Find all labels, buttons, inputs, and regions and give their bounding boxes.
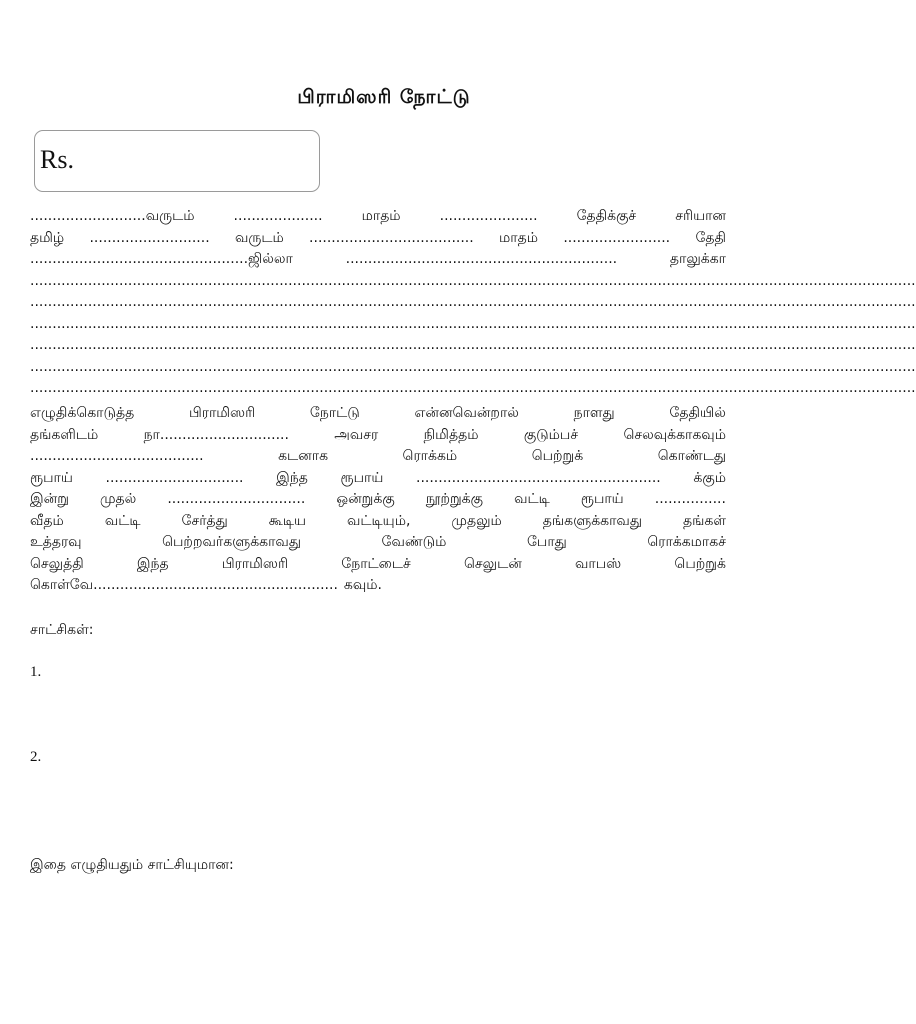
body-word: ரூபாய்: [30, 469, 73, 486]
form-line: [30, 380, 916, 402]
form-line: [30, 294, 916, 316]
form-word: ..........................வருடம்: [30, 208, 195, 224]
witnesses-label: சாட்சிகள்:: [30, 622, 94, 638]
body-word: ................: [654, 491, 726, 507]
body-word: பிராமிஸரி: [188, 405, 256, 421]
form-word: .......................................................................................................................................................................................................: [30, 358, 916, 375]
body-word: நா.............................: [143, 426, 289, 443]
writer-witness-label: இதை எழுதியதும் சாட்சியுமான:: [30, 857, 234, 873]
form-word: .....................................: [309, 229, 474, 246]
body-word: ரொக்கம்: [402, 448, 458, 464]
body-word: இந்த: [136, 555, 169, 572]
body-word: வாபஸ்: [575, 555, 622, 572]
body-last-line-end: கவும்.: [343, 577, 382, 593]
body-word: செலுத்தி: [30, 555, 84, 572]
form-word: .......................................................................................................................................................................................................: [30, 380, 916, 396]
body-word: நாளது: [573, 405, 615, 421]
body-word: செலவுக்காகவும்: [623, 426, 726, 443]
form-line: [30, 337, 916, 359]
body-word: வேண்டும்: [381, 534, 447, 550]
form-word: .......................................................................................................................................................................................................: [30, 315, 916, 332]
body-word: தங்களுக்காவது: [542, 512, 642, 529]
body-word: தங்கள்: [682, 512, 726, 529]
body-word: பெற்றுக்: [674, 555, 726, 572]
form-word: மாதம்: [361, 208, 401, 224]
body-line: [30, 556, 726, 578]
body-word: இன்று: [30, 491, 69, 507]
body-word: என்னவென்றால்: [414, 405, 519, 421]
body-word: முதல்: [99, 491, 137, 507]
body-word: வட்டியும்,: [347, 512, 411, 529]
body-word: பிராமிஸரி: [221, 555, 289, 572]
body-line: [30, 405, 726, 427]
form-word: .................................................ஜில்லா: [30, 251, 293, 267]
body-word: எழுதிக்கொடுத்த: [30, 405, 135, 421]
body-word: தங்களிடம்: [30, 426, 99, 443]
body-word: ரொக்கமாகச்: [647, 534, 726, 550]
form-word: .......................................................................................................................................................................................................: [30, 294, 916, 310]
body-word: ஒன்றுக்கு: [336, 491, 395, 507]
form-word: தேதிக்குச்: [576, 208, 637, 224]
body-word: அவசர: [334, 426, 379, 443]
body-word: கடனாக: [278, 448, 329, 464]
body-word: செலுடன்: [464, 555, 522, 572]
body-word: நிமித்தம்: [423, 426, 479, 443]
body-line: [30, 491, 726, 513]
body-word: உத்தரவு: [30, 534, 82, 550]
form-line: [30, 272, 916, 295]
witness-1-number: 1.: [30, 664, 42, 680]
form-line: [30, 251, 726, 273]
body-word: பெற்றவர்களுக்காவது: [162, 534, 301, 550]
form-word: ...........................: [89, 229, 210, 246]
document-title: பிராமிஸரி நோட்டு: [297, 86, 471, 108]
form-word: வருடம்: [234, 229, 284, 246]
body-word: நோட்டைச்: [341, 555, 411, 572]
body-word: முதலும்: [451, 512, 502, 529]
body-word: குடும்பச்: [523, 426, 579, 443]
body-word: ரூபாய்: [340, 469, 384, 486]
body-word: தேதியில்: [669, 405, 726, 421]
form-word: .............................................................: [345, 251, 618, 267]
form-line: [30, 208, 726, 230]
form-word: தாலுக்கா: [669, 251, 726, 267]
form-line: [30, 315, 916, 338]
body-line: [30, 427, 726, 449]
amount-label: Rs.: [40, 145, 74, 174]
body-last-line: [30, 577, 726, 599]
form-word: .......................................................................................................................................................................................................: [30, 272, 916, 289]
amount-box[interactable]: [34, 130, 320, 192]
body-word: பெற்றுக்: [531, 448, 584, 464]
body-word: இந்த: [276, 469, 308, 486]
form-line: [30, 358, 916, 381]
body-line: [30, 534, 726, 556]
witness-2-number: 2.: [30, 749, 42, 765]
body-word: .......................................................: [416, 469, 661, 486]
body-word: கொண்டது: [657, 448, 726, 464]
body-line: [30, 448, 726, 470]
form-word: மாதம்: [499, 229, 538, 246]
form-word: சரியான: [675, 208, 726, 224]
form-word: தேதி: [695, 229, 726, 246]
body-word: ...............................: [167, 491, 306, 507]
body-line: [30, 513, 726, 535]
body-word: நூற்றுக்கு: [425, 491, 483, 507]
body-last-line-text: கொள்வே.......................................................: [30, 577, 338, 593]
body-word: வட்டி: [104, 512, 141, 529]
body-word: வீதம்: [30, 512, 64, 529]
body-word: கூடிய: [268, 512, 306, 529]
form-line: [30, 230, 726, 252]
form-word: ......................: [439, 208, 538, 224]
body-word: நோட்டு: [309, 405, 360, 421]
body-word: சேர்த்து: [181, 512, 228, 529]
body-line: [30, 470, 726, 492]
form-word: தமிழ்: [30, 229, 65, 246]
form-word: ....................: [233, 208, 323, 224]
body-word: போது: [526, 534, 567, 550]
body-word: வட்டி: [514, 491, 550, 507]
body-word: ரூபாய்: [580, 491, 624, 507]
body-word: க்கும்: [693, 469, 726, 486]
body-word: ...............................: [105, 469, 244, 486]
form-word: .......................................................................................................................................................................................................: [30, 337, 916, 353]
body-word: .......................................: [30, 448, 204, 464]
form-word: ........................: [563, 229, 671, 246]
